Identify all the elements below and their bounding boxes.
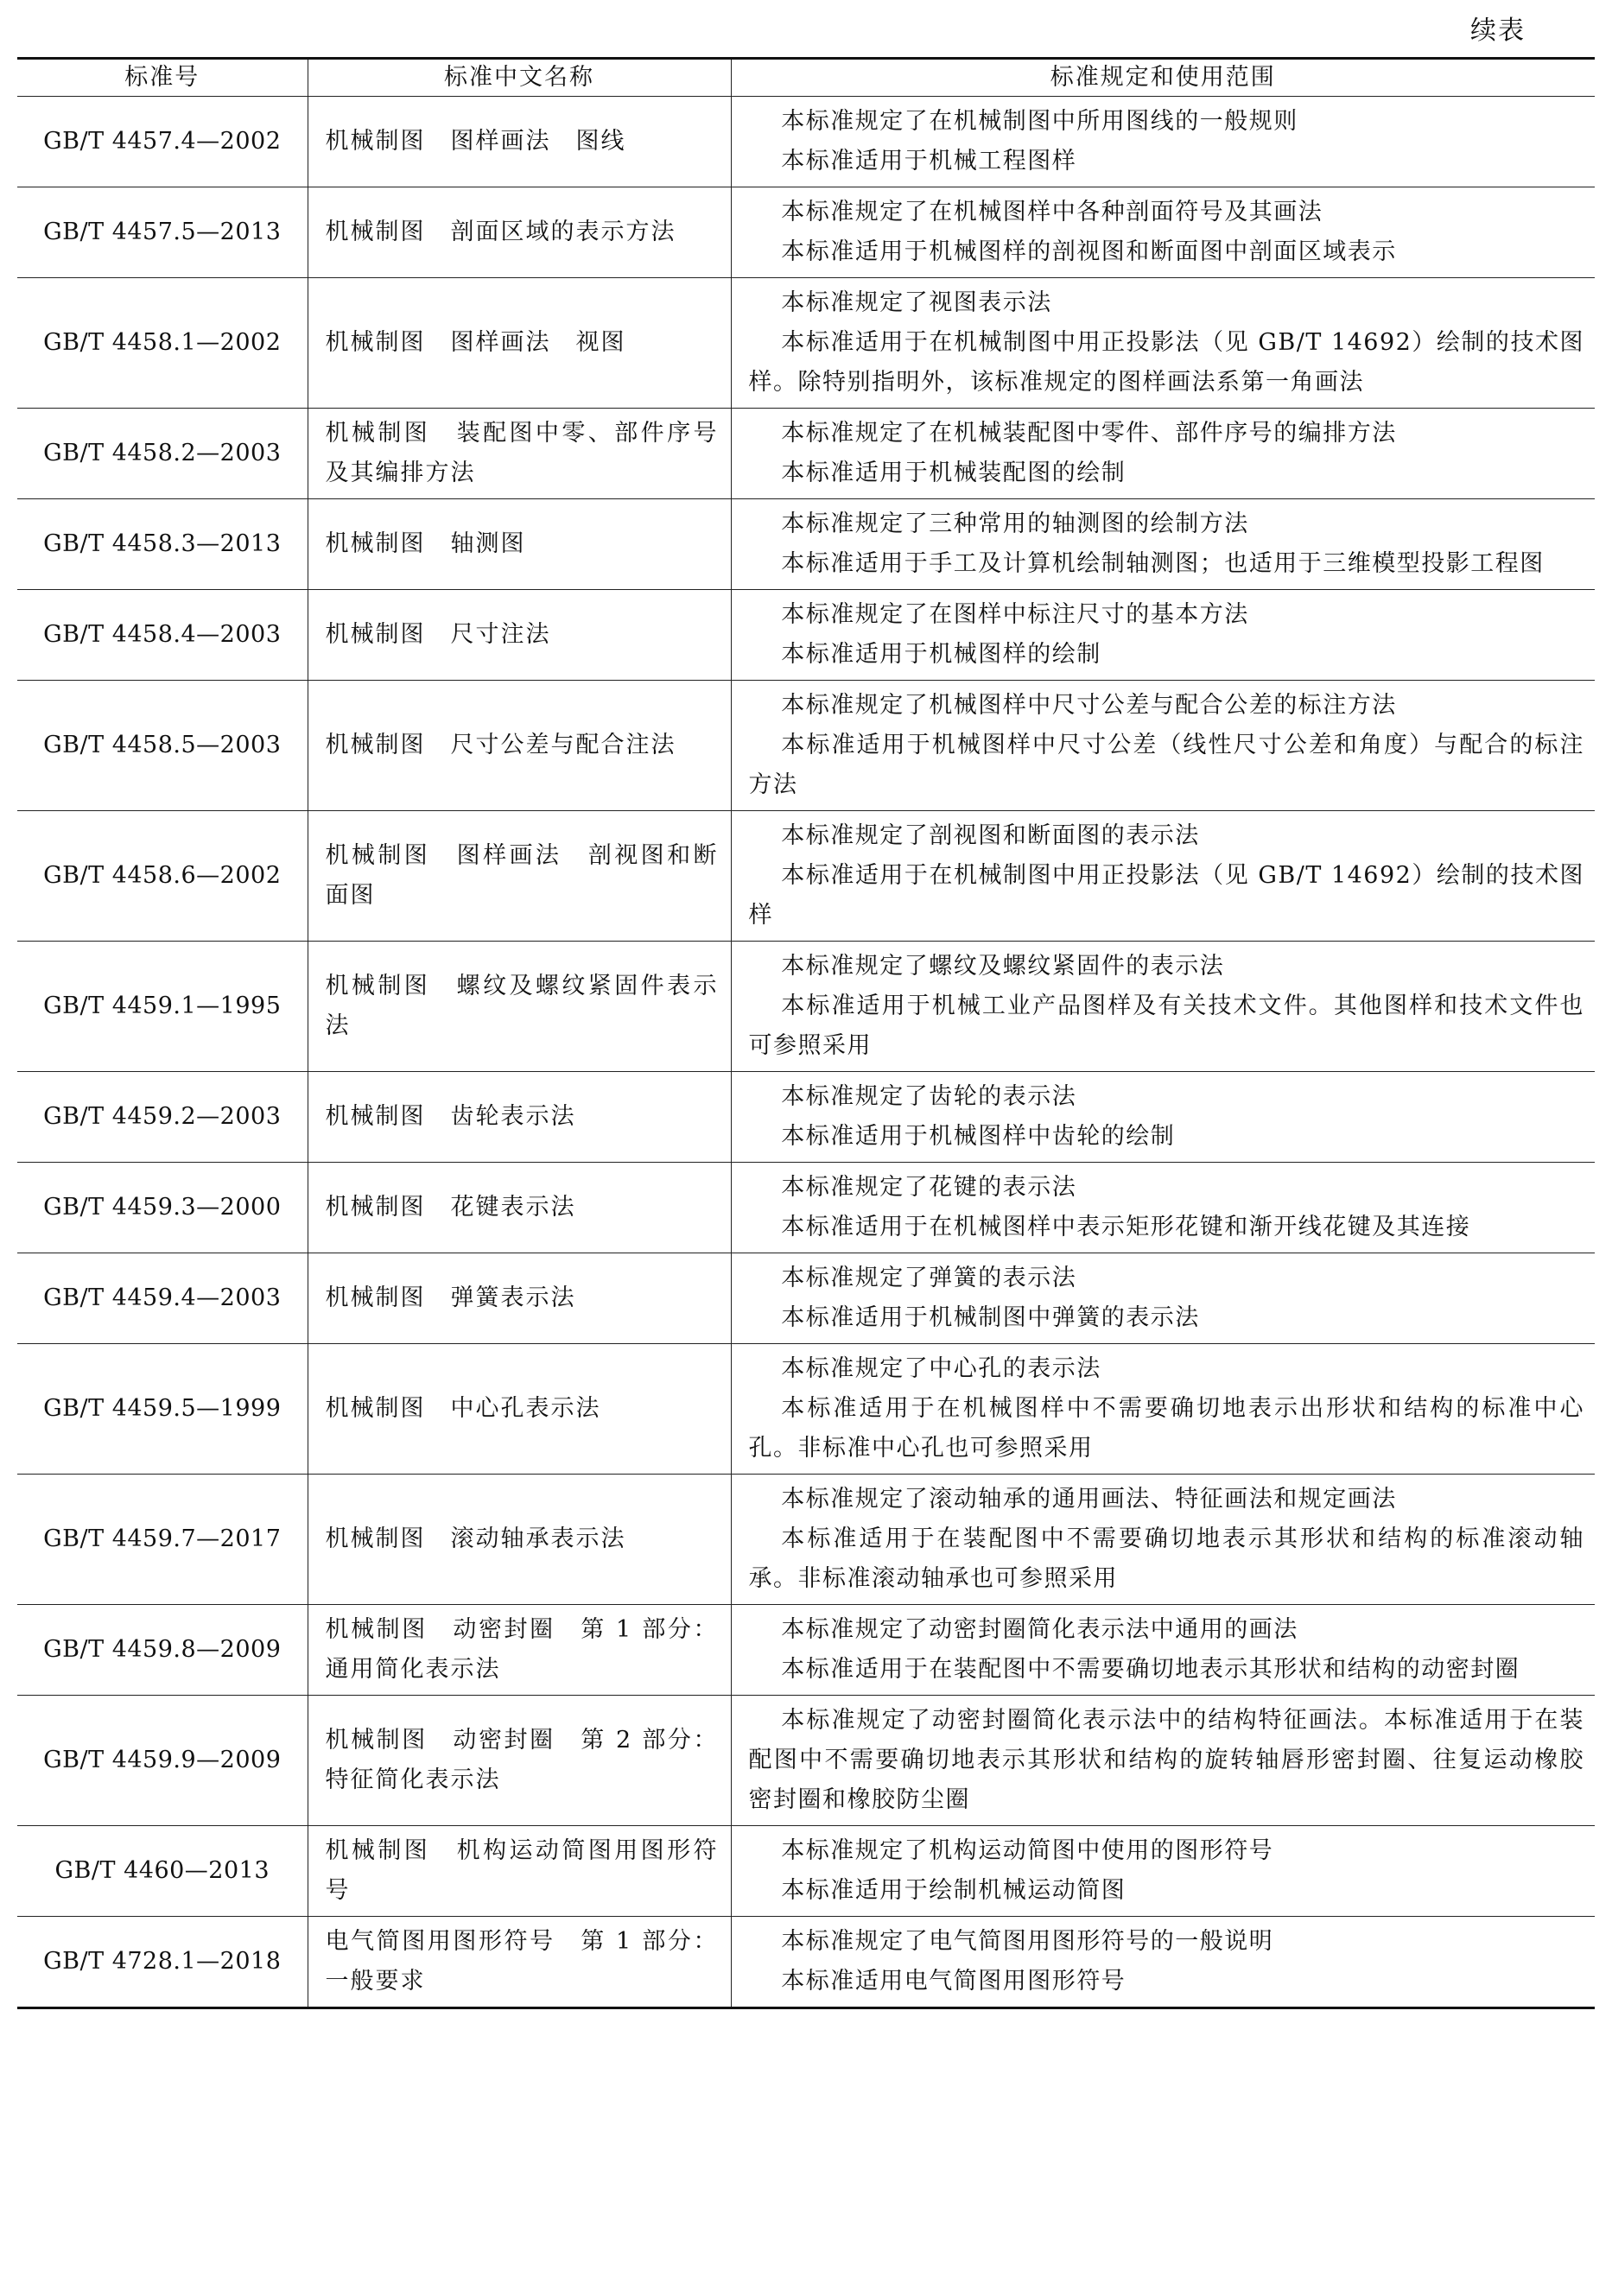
table-row	[17, 1344, 1595, 1475]
scope-line: 本标准适用于机械装配图的绘制	[781, 460, 1126, 486]
standard-code: GB/T 4459.9—2009	[17, 1696, 308, 1826]
scope-line: 本标准规定了在图样中标注尺寸的基本方法	[781, 601, 1249, 628]
standard-scope	[731, 681, 1595, 811]
table-row	[17, 1475, 1595, 1605]
scope-line: 本标准规定了螺纹及螺纹紧固件的表示法	[781, 953, 1225, 980]
standards-table	[17, 57, 1595, 2009]
standard-name: 机械制图 齿轮表示法	[308, 1072, 731, 1163]
scope-line: 本标准规定了花键的表示法	[781, 1174, 1077, 1201]
standard-code: GB/T 4459.4—2003	[17, 1253, 308, 1344]
standard-name: 机械制图 动密封圈 第 2 部分：特征简化表示法	[308, 1696, 731, 1826]
scope-line: 本标准规定了齿轮的表示法	[781, 1083, 1077, 1110]
standard-scope	[731, 1826, 1595, 1917]
scope-line: 本标准规定了三种常用的轴测图的绘制方法	[781, 511, 1249, 537]
table-header-row	[17, 59, 1595, 97]
standard-scope	[731, 590, 1595, 681]
table-row	[17, 1605, 1595, 1696]
standard-scope	[731, 187, 1595, 278]
standard-code: GB/T 4459.7—2017	[17, 1475, 308, 1605]
column-header-scope: 标准规定和使用范围	[731, 59, 1595, 97]
standard-name: 机械制图 弹簧表示法	[308, 1253, 731, 1344]
standard-scope	[731, 1253, 1595, 1344]
scope-line: 本标准规定了剖视图和断面图的表示法	[781, 822, 1200, 849]
standard-name: 机械制图 图样画法 图线	[308, 97, 731, 187]
table-row	[17, 942, 1595, 1072]
scope-line: 本标准规定了中心孔的表示法	[781, 1355, 1101, 1382]
standard-name: 机械制图 机构运动简图用图形符号	[308, 1826, 731, 1917]
standard-scope	[731, 1605, 1595, 1696]
scope-line: 本标准规定了在机械装配图中零件、部件序号的编排方法	[781, 420, 1397, 447]
standard-code: GB/T 4460—2013	[17, 1826, 308, 1917]
standard-code: GB/T 4458.2—2003	[17, 409, 308, 499]
standard-code: GB/T 4457.5—2013	[17, 187, 308, 278]
standard-scope	[731, 1696, 1595, 1826]
standard-scope	[731, 1475, 1595, 1605]
scope-line: 本标准规定了弹簧的表示法	[781, 1265, 1077, 1291]
standard-name: 机械制图 装配图中零、部件序号及其编排方法	[308, 409, 731, 499]
scope-line: 本标准适用于在机械图样中不需要确切地表示出形状和结构的标准中心孔。非标准中心孔也可参照采用	[748, 1395, 1584, 1462]
standard-scope	[731, 1163, 1595, 1253]
scope-line: 本标准适用于绘制机械运动简图	[781, 1877, 1126, 1904]
standard-name: 机械制图 图样画法 视图	[308, 278, 731, 409]
standard-code: GB/T 4457.4—2002	[17, 97, 308, 187]
scope-line: 本标准适用于在机械图样中表示矩形花键和渐开线花键及其连接	[781, 1214, 1471, 1240]
scope-line: 本标准规定了电气简图用图形符号的一般说明	[781, 1928, 1274, 1955]
standard-name: 机械制图 中心孔表示法	[308, 1344, 731, 1475]
standard-code: GB/T 4458.1—2002	[17, 278, 308, 409]
scope-line: 本标准规定了动密封圈简化表示法中的结构特征画法。本标准适用于在装配图中不需要确切地表示其形状和结构的旋转轴唇形密封圈、往复运动橡胶密封圈和橡胶防尘圈	[748, 1707, 1584, 1813]
standard-code: GB/T 4459.8—2009	[17, 1605, 308, 1696]
standard-name: 机械制图 动密封圈 第 1 部分：通用简化表示法	[308, 1605, 731, 1696]
table-row	[17, 1072, 1595, 1163]
standard-name: 电气简图用图形符号 第 1 部分：一般要求	[308, 1917, 731, 2008]
table-row	[17, 1163, 1595, 1253]
scope-line: 本标准适用于机械图样的剖视图和断面图中剖面区域表示	[781, 238, 1397, 265]
table-row	[17, 1253, 1595, 1344]
table-row	[17, 1917, 1595, 2008]
standard-name: 机械制图 螺纹及螺纹紧固件表示法	[308, 942, 731, 1072]
table-row	[17, 187, 1595, 278]
standard-scope	[731, 1072, 1595, 1163]
standard-scope	[731, 278, 1595, 409]
standard-scope	[731, 409, 1595, 499]
table-row	[17, 499, 1595, 590]
continued-label: 续表	[1470, 16, 1526, 46]
table-row	[17, 590, 1595, 681]
table-row	[17, 1696, 1595, 1826]
standard-name: 机械制图 尺寸注法	[308, 590, 731, 681]
table-row	[17, 97, 1595, 187]
scope-line: 本标准规定了机构运动简图中使用的图形符号	[781, 1837, 1274, 1864]
standard-code: GB/T 4459.5—1999	[17, 1344, 308, 1475]
table-row	[17, 278, 1595, 409]
standard-code: GB/T 4459.1—1995	[17, 942, 308, 1072]
scope-line: 本标准规定了机械图样中尺寸公差与配合公差的标注方法	[781, 692, 1397, 719]
standard-name: 机械制图 轴测图	[308, 499, 731, 590]
scope-line: 本标准适用于机械制图中弹簧的表示法	[781, 1304, 1200, 1331]
scope-line: 本标准规定了视图表示法	[781, 289, 1052, 316]
scope-line: 本标准适用于机械图样的绘制	[781, 641, 1101, 668]
standard-name: 机械制图 滚动轴承表示法	[308, 1475, 731, 1605]
scope-line: 本标准适用于机械工程图样	[781, 148, 1077, 174]
standard-code: GB/T 4459.3—2000	[17, 1163, 308, 1253]
standard-name: 机械制图 图样画法 剖视图和断面图	[308, 811, 731, 942]
scope-line: 本标准适用于机械图样中齿轮的绘制	[781, 1123, 1176, 1150]
standard-code: GB/T 4458.3—2013	[17, 499, 308, 590]
table-row	[17, 1826, 1595, 1917]
standard-name: 机械制图 花键表示法	[308, 1163, 731, 1253]
table-row	[17, 811, 1595, 942]
scope-line: 本标准适用于在机械制图中用正投影法（见 GB/T 14692）绘制的技术图样。除特别指明外，该标准规定的图样画法系第一角画法	[748, 329, 1584, 396]
table-row	[17, 681, 1595, 811]
scope-line: 本标准适用电气简图用图形符号	[781, 1968, 1126, 1995]
column-header-code: 标准号	[17, 59, 308, 97]
standard-name: 机械制图 尺寸公差与配合注法	[308, 681, 731, 811]
table-row	[17, 409, 1595, 499]
standard-code: GB/T 4728.1—2018	[17, 1917, 308, 2008]
scope-line: 本标准适用于在装配图中不需要确切地表示其形状和结构的动密封圈	[781, 1656, 1520, 1683]
standard-scope	[731, 1917, 1595, 2008]
standard-name: 机械制图 剖面区域的表示方法	[308, 187, 731, 278]
standard-scope	[731, 942, 1595, 1072]
standard-code: GB/T 4458.4—2003	[17, 590, 308, 681]
standard-scope	[731, 97, 1595, 187]
scope-line: 本标准适用于机械工业产品图样及有关技术文件。其他图样和技术文件也可参照采用	[748, 993, 1584, 1059]
standard-scope	[731, 811, 1595, 942]
scope-line: 本标准适用于机械图样中尺寸公差（线性尺寸公差和角度）与配合的标注方法	[748, 732, 1584, 798]
standard-scope	[731, 499, 1595, 590]
standard-code: GB/T 4459.2—2003	[17, 1072, 308, 1163]
standard-code: GB/T 4458.6—2002	[17, 811, 308, 942]
scope-line: 本标准规定了滚动轴承的通用画法、特征画法和规定画法	[781, 1486, 1397, 1513]
scope-line: 本标准规定了在机械制图中所用图线的一般规则	[781, 108, 1298, 135]
scope-line: 本标准适用于在机械制图中用正投影法（见 GB/T 14692）绘制的技术图样	[748, 862, 1584, 929]
scope-line: 本标准规定了动密封圈简化表示法中通用的画法	[781, 1616, 1298, 1643]
standard-scope	[731, 1344, 1595, 1475]
standard-code: GB/T 4458.5—2003	[17, 681, 308, 811]
scope-line: 本标准适用于在装配图中不需要确切地表示其形状和结构的标准滚动轴承。非标准滚动轴承也可参照采用	[748, 1525, 1584, 1592]
scope-line: 本标准适用于手工及计算机绘制轴测图；也适用于三维模型投影工程图	[781, 550, 1545, 577]
scope-line: 本标准规定了在机械图样中各种剖面符号及其画法	[781, 199, 1323, 225]
column-header-name: 标准中文名称	[308, 59, 731, 97]
